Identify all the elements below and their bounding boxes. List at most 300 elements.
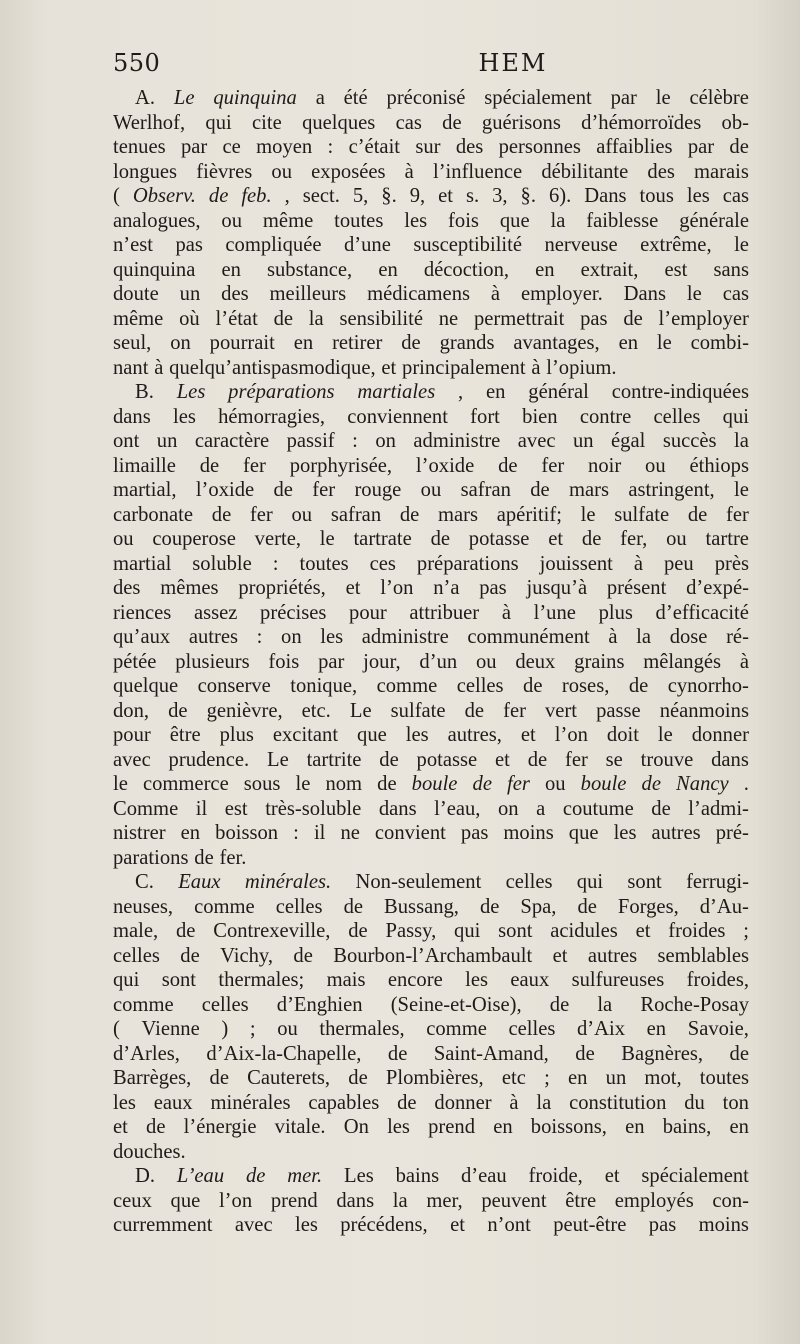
text-line xyxy=(113,650,749,675)
word: à xyxy=(608,626,618,648)
word: encore xyxy=(387,969,443,991)
word: l’oxide xyxy=(195,479,255,501)
word: de xyxy=(577,895,597,918)
word: de xyxy=(464,699,485,722)
word: à xyxy=(633,552,644,575)
word: froide, xyxy=(528,1165,583,1187)
italic-word: de xyxy=(246,1165,266,1187)
word: riences xyxy=(113,601,172,624)
word: un xyxy=(179,283,201,305)
word: à xyxy=(154,356,164,379)
word: un xyxy=(605,1067,627,1089)
word: l’on xyxy=(554,724,588,746)
word: de xyxy=(146,1116,166,1138)
word: pré- xyxy=(715,822,749,844)
word: nerveuse xyxy=(544,234,618,256)
word: neuses, xyxy=(113,895,174,918)
word: commerce xyxy=(142,773,229,795)
word: l’énergie xyxy=(183,1116,257,1138)
word: moyen xyxy=(256,136,313,158)
word: sect. xyxy=(302,185,340,207)
word: a xyxy=(315,87,325,109)
word: avantages, xyxy=(513,332,600,354)
word: être xyxy=(169,724,201,746)
word: on xyxy=(375,430,396,452)
word: celles xyxy=(113,944,160,967)
word: ou xyxy=(277,1018,298,1040)
word: boissons, xyxy=(530,1116,607,1138)
text-line xyxy=(113,723,749,748)
word: contre xyxy=(579,405,632,428)
text-line xyxy=(113,993,749,1018)
word: comme xyxy=(376,675,438,697)
word: ré- xyxy=(726,626,749,648)
word: apéritif; xyxy=(496,503,562,526)
word: des xyxy=(647,160,675,183)
word: : xyxy=(256,626,263,648)
word: le xyxy=(580,503,596,526)
italic-word: martiales xyxy=(357,381,436,403)
word: en xyxy=(180,822,201,844)
word: tartre xyxy=(705,528,749,550)
word: Roche-Posay xyxy=(640,993,749,1016)
text-line xyxy=(113,429,749,454)
word: les xyxy=(320,626,344,648)
italic-word: L’eau xyxy=(176,1165,225,1187)
word: nom xyxy=(325,773,363,795)
word: fois xyxy=(448,209,479,232)
word: soluble xyxy=(192,552,252,575)
word: jouissent xyxy=(539,552,613,575)
word: sulfate xyxy=(614,503,670,526)
word: sous xyxy=(243,773,281,795)
word: Comme xyxy=(113,797,179,820)
word: en xyxy=(221,258,241,281)
text-line xyxy=(113,601,749,626)
word: de xyxy=(581,528,602,550)
word: martial xyxy=(113,552,172,575)
word: en xyxy=(293,332,314,354)
word: eaux xyxy=(510,969,550,991)
word: de xyxy=(209,1067,229,1089)
word: pas xyxy=(460,822,489,844)
word: la xyxy=(536,1091,552,1114)
word: quelques xyxy=(302,111,376,134)
word: décoction, xyxy=(423,258,510,281)
word: de xyxy=(729,136,749,158)
word: toutes xyxy=(299,552,349,575)
word: la xyxy=(597,993,613,1016)
word: grains xyxy=(574,650,625,673)
word: fer xyxy=(312,479,336,501)
word: qui xyxy=(722,405,749,428)
word: Contrexeville, xyxy=(213,920,331,942)
word: fer xyxy=(541,454,565,477)
word: moins xyxy=(698,1214,749,1236)
word: propriétés, xyxy=(238,577,326,599)
word: fer xyxy=(243,454,266,477)
word: en xyxy=(625,1116,645,1138)
word: , xyxy=(284,185,290,207)
word: et xyxy=(345,577,361,599)
word: d’Arles, xyxy=(113,1042,180,1065)
word: égal xyxy=(611,430,646,452)
word: le xyxy=(657,724,673,746)
word: 6). xyxy=(548,185,572,207)
word: roses, xyxy=(561,675,610,697)
word: pas xyxy=(580,307,608,330)
italic-word: de xyxy=(641,773,661,795)
word: guérisons xyxy=(481,111,561,134)
word: de xyxy=(293,944,313,967)
word: 3, xyxy=(492,185,508,207)
word: cynorrho- xyxy=(667,675,749,697)
italic-word: Nancy xyxy=(676,773,729,795)
word: tenues xyxy=(113,136,166,158)
word: coutume xyxy=(562,797,634,820)
word: capables xyxy=(308,1091,380,1114)
word: retirer xyxy=(332,332,383,354)
word: néanmoins xyxy=(659,699,749,722)
word: de xyxy=(523,675,543,697)
word: autres, xyxy=(447,724,502,746)
word: potasse xyxy=(416,748,478,771)
word: substance, xyxy=(267,258,353,281)
word: près xyxy=(714,552,749,575)
word: et xyxy=(520,724,536,746)
word: succès xyxy=(662,430,717,452)
text-line xyxy=(113,772,749,797)
text-line xyxy=(113,821,749,846)
word: pas xyxy=(175,234,203,256)
word: c’était xyxy=(348,136,401,158)
text-line xyxy=(113,1164,749,1189)
word: ; xyxy=(249,1018,256,1040)
italic-word: quinquina xyxy=(213,87,297,109)
word: grands xyxy=(439,332,495,354)
word: de xyxy=(199,454,220,477)
word: en xyxy=(493,1116,513,1138)
word: passif xyxy=(286,430,335,452)
word: en xyxy=(568,1067,588,1089)
word: d’expé- xyxy=(686,577,749,599)
word: caractère xyxy=(194,430,270,452)
word: que xyxy=(499,209,530,232)
word: et xyxy=(635,920,651,942)
word: assez xyxy=(193,601,238,624)
word: couperose xyxy=(152,528,236,550)
word: Bourbon-l’Archambault xyxy=(333,944,533,967)
text-line xyxy=(113,454,749,479)
text-line xyxy=(113,1042,749,1067)
word: précises xyxy=(260,601,327,624)
word: Le xyxy=(349,699,372,722)
word: ferrugi- xyxy=(686,871,749,893)
word: carbonate xyxy=(113,503,194,526)
text-line xyxy=(113,699,749,724)
text-line xyxy=(113,1017,749,1042)
word: excitant xyxy=(272,724,339,746)
word: Werlhof, xyxy=(113,111,186,134)
word: con- xyxy=(712,1189,749,1212)
text-line xyxy=(113,111,749,136)
word: qui xyxy=(113,969,140,991)
word: exposées xyxy=(311,160,386,183)
word: rouge xyxy=(354,479,402,501)
word: l’une xyxy=(533,601,576,624)
word: il xyxy=(313,822,326,844)
word: la xyxy=(308,307,324,330)
word: cas xyxy=(395,111,422,134)
word: : xyxy=(327,136,334,158)
word: la xyxy=(392,1189,408,1212)
word: froides xyxy=(668,920,726,942)
word: les xyxy=(113,1091,136,1114)
italic-word: boule xyxy=(580,773,627,795)
word: mêmes xyxy=(160,577,219,599)
word: principalement xyxy=(402,356,526,379)
word: sulfureuses xyxy=(571,969,665,991)
text-line xyxy=(113,282,749,307)
word: parations xyxy=(113,846,189,869)
word: et xyxy=(552,944,568,967)
word: l’état xyxy=(215,307,258,330)
word: peu xyxy=(663,552,694,575)
word: longues xyxy=(113,160,178,183)
word: mer, xyxy=(426,1189,463,1212)
text-line xyxy=(113,380,749,405)
word: celles xyxy=(505,871,553,893)
word: communément xyxy=(467,626,590,648)
word: de xyxy=(623,307,643,330)
word: éthiops xyxy=(689,454,749,477)
page-number: 550 xyxy=(113,49,161,77)
text-line xyxy=(113,895,749,920)
word: le xyxy=(113,773,128,795)
word: de xyxy=(273,307,294,330)
word: hémorragies, xyxy=(218,405,326,428)
word: prudence. xyxy=(168,748,250,771)
word: les xyxy=(294,1214,318,1236)
word: doit xyxy=(606,724,639,746)
word: constitution xyxy=(569,1091,667,1114)
text-line xyxy=(113,1189,749,1214)
italic-word: Observ. xyxy=(132,185,196,207)
word: ou xyxy=(475,650,497,673)
word: permettrait xyxy=(473,307,565,330)
word: genièvre, xyxy=(206,699,283,722)
word: ces xyxy=(369,552,396,575)
word: conserve xyxy=(197,675,271,697)
word: les xyxy=(613,822,637,844)
word: celles xyxy=(275,895,323,918)
word: tartrate xyxy=(353,528,412,550)
word: personnes xyxy=(498,136,581,158)
word: qu’aux xyxy=(113,626,171,648)
word: plus xyxy=(598,601,633,624)
word: n’a xyxy=(433,577,460,599)
word: conviennent xyxy=(347,405,448,428)
word: semblables xyxy=(657,944,749,967)
word: sont xyxy=(161,969,197,991)
word: potasse xyxy=(468,528,530,550)
word: de xyxy=(180,944,200,967)
word: ou xyxy=(666,528,687,550)
word: plusieurs xyxy=(175,650,250,673)
word: la xyxy=(734,430,749,452)
word: cite xyxy=(252,111,282,134)
word: par xyxy=(687,136,715,158)
italic-word: Eaux xyxy=(178,871,221,893)
word: boisson xyxy=(215,822,279,844)
text-line xyxy=(113,503,749,528)
word: d’un xyxy=(419,650,458,673)
word: générale xyxy=(679,209,749,232)
word: On xyxy=(343,1116,369,1138)
word: pour xyxy=(113,724,151,746)
word: celles xyxy=(508,1018,556,1040)
word: Plombières, xyxy=(385,1067,484,1089)
word: ou xyxy=(291,503,313,526)
word: §. xyxy=(381,185,397,207)
word: de xyxy=(194,846,214,869)
word: meilleurs xyxy=(269,283,347,305)
word: Vichy, xyxy=(220,944,274,967)
word: toutes xyxy=(699,1067,749,1089)
word: préparations xyxy=(416,552,519,575)
word: préconisé xyxy=(386,87,466,109)
word: mais xyxy=(326,969,366,991)
word: ( xyxy=(113,185,120,207)
word: froides, xyxy=(686,969,749,991)
word: bien xyxy=(522,405,558,428)
word: se xyxy=(605,748,623,771)
word: ou xyxy=(113,528,134,550)
word: d’Aix-la-Chapelle, xyxy=(206,1042,362,1065)
word: l’influence xyxy=(432,160,523,183)
word: peut-être xyxy=(553,1214,627,1236)
word: les xyxy=(465,969,488,991)
word: mars xyxy=(568,479,610,501)
word: avec xyxy=(234,1214,273,1236)
word: fois xyxy=(268,650,300,673)
word: dose xyxy=(669,626,708,648)
word: on xyxy=(498,797,519,820)
word: martial, xyxy=(113,479,177,501)
word: de xyxy=(273,479,293,501)
word: de xyxy=(530,479,550,501)
word: autres xyxy=(188,626,238,648)
word: marais xyxy=(694,160,749,183)
word: acidules xyxy=(550,920,618,942)
word: spécialement xyxy=(641,1165,749,1187)
word: être xyxy=(565,1189,597,1212)
word: employer. xyxy=(520,283,603,305)
word: Forges, xyxy=(617,895,679,918)
word: en xyxy=(535,258,555,281)
word: combi- xyxy=(690,332,749,354)
word: de xyxy=(401,332,421,354)
word: autres xyxy=(651,822,701,844)
text-line xyxy=(113,307,749,332)
word: à xyxy=(739,650,749,673)
word: de xyxy=(527,748,548,771)
word: a xyxy=(536,797,546,820)
word: que xyxy=(568,822,599,844)
word: il xyxy=(195,797,208,820)
word: comme xyxy=(194,895,255,918)
word: fer xyxy=(726,503,749,526)
word: fer xyxy=(249,503,273,526)
word: thermales; xyxy=(218,969,305,991)
word: affaiblies xyxy=(596,136,673,158)
word: etc. xyxy=(301,699,331,722)
word: l’opium. xyxy=(546,356,617,379)
word: l’on xyxy=(380,577,414,599)
word: fièvres xyxy=(196,160,253,183)
italic-word: minérales. xyxy=(244,871,332,893)
word: de xyxy=(479,895,500,918)
word: à xyxy=(490,283,501,305)
word: de xyxy=(387,1042,408,1065)
word: l’oxide xyxy=(415,454,475,477)
word: de xyxy=(575,1042,595,1065)
word: on xyxy=(281,626,302,648)
page-header xyxy=(113,46,753,80)
word: contre-indiquées xyxy=(611,381,749,403)
word: mot, xyxy=(644,1067,682,1089)
word: que xyxy=(170,1189,201,1212)
word: Savoie, xyxy=(687,1018,749,1040)
word: des xyxy=(455,136,484,158)
word: de xyxy=(377,773,397,795)
word: ont xyxy=(113,430,140,452)
word: de xyxy=(348,920,368,942)
word: ou xyxy=(221,209,242,232)
word: donner xyxy=(691,724,749,746)
word: celles xyxy=(456,675,504,697)
word: l’employer xyxy=(658,307,749,330)
word: de xyxy=(729,1042,749,1065)
word: minérales xyxy=(210,1091,291,1114)
word: ceux xyxy=(113,1189,152,1212)
text-line xyxy=(113,184,749,209)
word: faiblesse xyxy=(586,209,659,232)
word: prend xyxy=(270,1189,318,1212)
word: ce xyxy=(222,136,241,158)
word: sensibilité xyxy=(339,307,423,330)
word: verte, xyxy=(254,528,301,550)
word: §. xyxy=(520,185,536,207)
word: de xyxy=(397,1091,417,1114)
running-head-text: HEM xyxy=(478,49,548,77)
italic-word: préparations xyxy=(228,381,335,403)
word: comme xyxy=(426,1018,487,1040)
text-line xyxy=(113,1213,749,1238)
text-line xyxy=(113,748,749,773)
word: prend xyxy=(428,1116,476,1138)
word: B. xyxy=(135,381,154,403)
word: ; xyxy=(743,920,749,942)
italic-word: Les xyxy=(176,381,206,403)
word: quinquina xyxy=(113,258,196,281)
word: curremment xyxy=(113,1214,213,1236)
word: ob- xyxy=(721,111,749,134)
word: de xyxy=(348,1067,368,1089)
word: de xyxy=(399,503,420,526)
word: pas xyxy=(479,577,507,599)
word: en xyxy=(378,258,398,281)
